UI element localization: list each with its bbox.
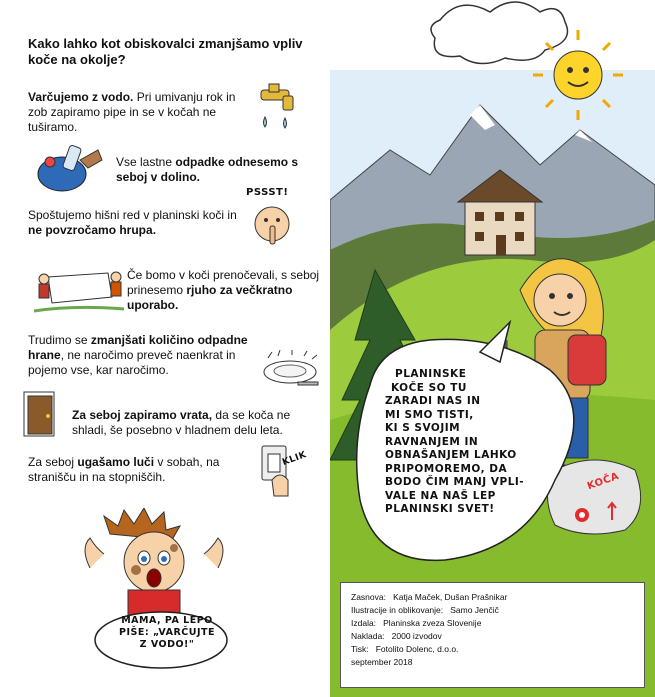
credits-value: Fotolito Dolenc, d.o.o.	[375, 644, 459, 654]
tip-waste	[116, 155, 316, 185]
girl-bubble-line-8: PRIPOMOREMO, DA	[385, 462, 508, 475]
girl-bubble-line-5: KI S SVOJIM	[385, 422, 461, 434]
credits-row	[351, 643, 634, 656]
illustration-panel	[330, 0, 655, 697]
girl-bubble-text	[385, 368, 560, 517]
girl-bubble-line-1: PLANINSKE	[395, 368, 467, 380]
girl-bubble-line-3: ZARADI NAS IN	[385, 395, 481, 407]
red-backpack	[568, 335, 606, 385]
credits-label: Izdala:	[351, 618, 377, 628]
klik-label: KLIK	[281, 450, 309, 468]
girl-bubble-line-4: MI SMO TISTI,	[385, 408, 474, 421]
psst-label: PSSST!	[246, 187, 289, 198]
tip-noise-bold: ne povzročamo hrupa.	[28, 223, 157, 237]
girl-bubble-line-10: VALE NA NAŠ LEP	[385, 489, 496, 502]
hikers-with-sheet-icon	[30, 265, 125, 315]
tip-waste-text: Vse lastne	[116, 155, 176, 169]
tip-lights-text2: v sobah, na stranišču in na stopniščih.	[28, 455, 220, 484]
credits-label: Ilustracije in oblikovanje:	[351, 605, 444, 615]
credits-box	[340, 582, 645, 688]
muddy-boy-illustration	[70, 508, 240, 618]
tip-lights-bold: ugašamo luči	[77, 455, 155, 469]
credits-date: september 2018	[351, 657, 413, 667]
tip-sheet	[127, 268, 322, 313]
tip-waste-bold: odpadke odnesemo s seboj v dolino.	[116, 155, 299, 184]
backpack-waste-icon	[30, 140, 110, 195]
tip-noise-text: Spoštujemo hišni red v planinski koči in	[28, 208, 237, 222]
tip-food	[28, 333, 263, 378]
tip-sheet-text: Če bomo v koči prenočevali, s seboj prinesemo	[127, 268, 320, 297]
credits-row	[351, 604, 634, 617]
boy-bubble-line-2: PIŠE: „VARČUJTE	[119, 627, 215, 638]
tip-water-text: Pri umivanju rok in zob zapiramo pipe in se v kočah ne tuširamo.	[28, 90, 236, 134]
rock-with-sign	[548, 460, 641, 534]
tip-food-text2: , ne naročimo preveč naenkrat in pojemo vse, kar naročimo.	[28, 348, 236, 377]
boy-bubble-line-3: Z VODO!"	[139, 639, 195, 650]
credits-value: 2000 izvodov	[391, 631, 442, 641]
boy-bubble-text	[112, 615, 222, 651]
tip-water	[28, 90, 258, 135]
tip-lights	[28, 455, 258, 485]
shushing-face-icon	[250, 200, 300, 250]
tip-water-bold: Varčujemo z vodo.	[28, 90, 134, 104]
tip-doors	[72, 408, 317, 438]
tip-food-text1: Trudimo se	[28, 333, 91, 347]
faucet-icon	[255, 82, 305, 140]
empty-plate-icon	[262, 350, 320, 390]
credits-row	[351, 617, 634, 630]
door-icon	[20, 390, 62, 438]
tip-food-bold: zmanjšati količino odpadne hrane	[28, 333, 248, 362]
credits-row	[351, 591, 634, 604]
tip-sheet-bold: rjuho za večkratno uporabo.	[127, 283, 293, 312]
credits-label: Tisk:	[351, 644, 369, 654]
page-title: Kako lahko kot obiskovalci zmanjšamo vpliv koče na okolje?	[28, 36, 303, 67]
credits-label: Zasnova:	[351, 592, 386, 602]
girl-bubble-line-6: RAVNANJEM IN	[385, 435, 479, 448]
girl-bubble-line-2: KOČE SO TU	[391, 381, 467, 394]
girl-bubble-line-7: OBNAŠANJEM LAHKO	[385, 449, 517, 461]
tip-doors-text: da se koča ne shladi, še posebno v hladnem delu leta.	[72, 408, 291, 437]
girl-bubble-line-9: BODO ČIM MANJ VPLI-	[385, 476, 525, 488]
credits-value: Planinska zveza Slovenije	[383, 618, 482, 628]
credits-value: Katja Maček, Dušan Prašnikar	[393, 592, 508, 602]
tip-noise	[28, 208, 238, 238]
credits-value: Samo Jenčič	[450, 605, 499, 615]
rock-sign-label: KOČA	[585, 470, 621, 493]
tip-lights-text1: Za seboj	[28, 455, 78, 469]
boy-bubble-line-1: MAMA, PA LEPO	[121, 615, 213, 626]
girl-bubble-line-11: PLANINSKI SVET!	[385, 503, 495, 515]
credits-row	[351, 630, 634, 643]
credits-label: Naklada:	[351, 631, 385, 641]
tip-doors-bold: Za seboj zapiramo vrata,	[72, 408, 213, 422]
